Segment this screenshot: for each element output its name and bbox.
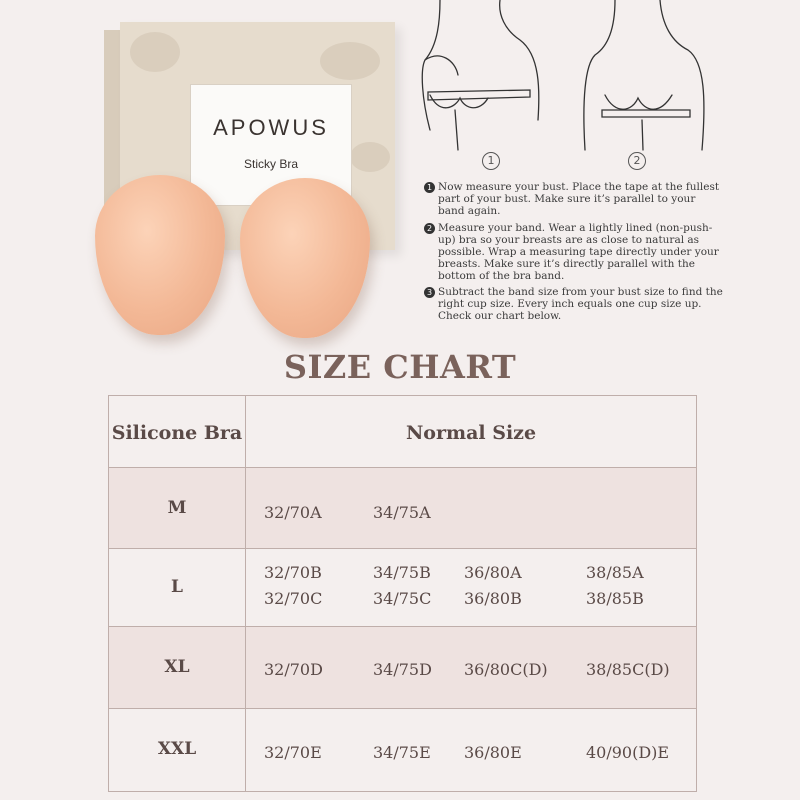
size-label: L	[171, 577, 183, 597]
box-pattern-blob	[350, 142, 390, 172]
table-header-row	[109, 396, 696, 468]
size-value: 38/85B	[586, 589, 644, 608]
step-1-badge: 1	[424, 182, 435, 193]
size-value: 38/85C(D)	[586, 660, 670, 679]
instruction-1	[424, 181, 724, 217]
measurement-illustration	[410, 0, 790, 175]
size-value: 34/75D	[373, 660, 432, 679]
brand-logo: APOWUS	[213, 115, 329, 140]
instruction-2	[424, 222, 724, 282]
table-row	[109, 709, 696, 791]
product-subtitle: Sticky Bra	[243, 157, 298, 171]
size-label: XXL	[157, 739, 197, 759]
size-value: 36/80B	[464, 589, 522, 608]
size-value: 34/75B	[373, 563, 431, 582]
size-value: 32/70A	[264, 503, 322, 522]
size-value: 36/80A	[464, 563, 522, 582]
silicone-cup-right	[240, 178, 370, 338]
instruction-3-text: Subtract the band size from your bust size to find the right cup size. Every inch equals one cup size up. Check our chart below.	[438, 286, 723, 322]
box-pattern-blob	[320, 42, 380, 80]
instruction-1-text: Now measure your bust. Place the tape at the fullest part of your bust. Make sure it’s parallel to your band again.	[438, 181, 720, 217]
table-row	[109, 549, 696, 627]
size-value: 34/75C	[373, 589, 432, 608]
box-pattern-blob	[130, 32, 180, 72]
size-value: 38/85A	[586, 563, 644, 582]
silicone-cup-left	[95, 175, 225, 335]
size-value: 36/80E	[464, 743, 522, 762]
size-value: 32/70B	[264, 563, 322, 582]
instruction-2-text: Measure your band. Wear a lightly lined (non-push-up) bra so your breasts are as close to natural as possible. Wrap a measuring tape directly under your breasts. Make sure it’s directly parallel with the bottom of the bra band.	[438, 222, 719, 282]
header-silicone-bra: Silicone Bra	[111, 422, 243, 444]
size-value: 36/80C(D)	[464, 660, 548, 679]
table-divider	[245, 396, 246, 791]
instruction-3	[424, 286, 724, 322]
table-row	[109, 468, 696, 549]
size-value: 40/90(D)E	[586, 743, 670, 762]
size-label: M	[167, 498, 187, 518]
table-row	[109, 627, 696, 709]
size-label: XL	[164, 657, 190, 677]
step-3-badge: 3	[424, 287, 435, 298]
size-chart-title: SIZE CHART	[283, 348, 517, 386]
step-number-2: 2	[628, 152, 646, 170]
size-value: 32/70D	[264, 660, 323, 679]
size-value: 32/70C	[264, 589, 323, 608]
size-value: 34/75E	[373, 743, 431, 762]
step-2-badge: 2	[424, 223, 435, 234]
step-number-1: 1	[482, 152, 500, 170]
size-chart-table	[108, 395, 697, 792]
size-value: 32/70E	[264, 743, 322, 762]
header-normal-size: Normal Size	[405, 422, 537, 444]
size-value: 34/75A	[373, 503, 431, 522]
